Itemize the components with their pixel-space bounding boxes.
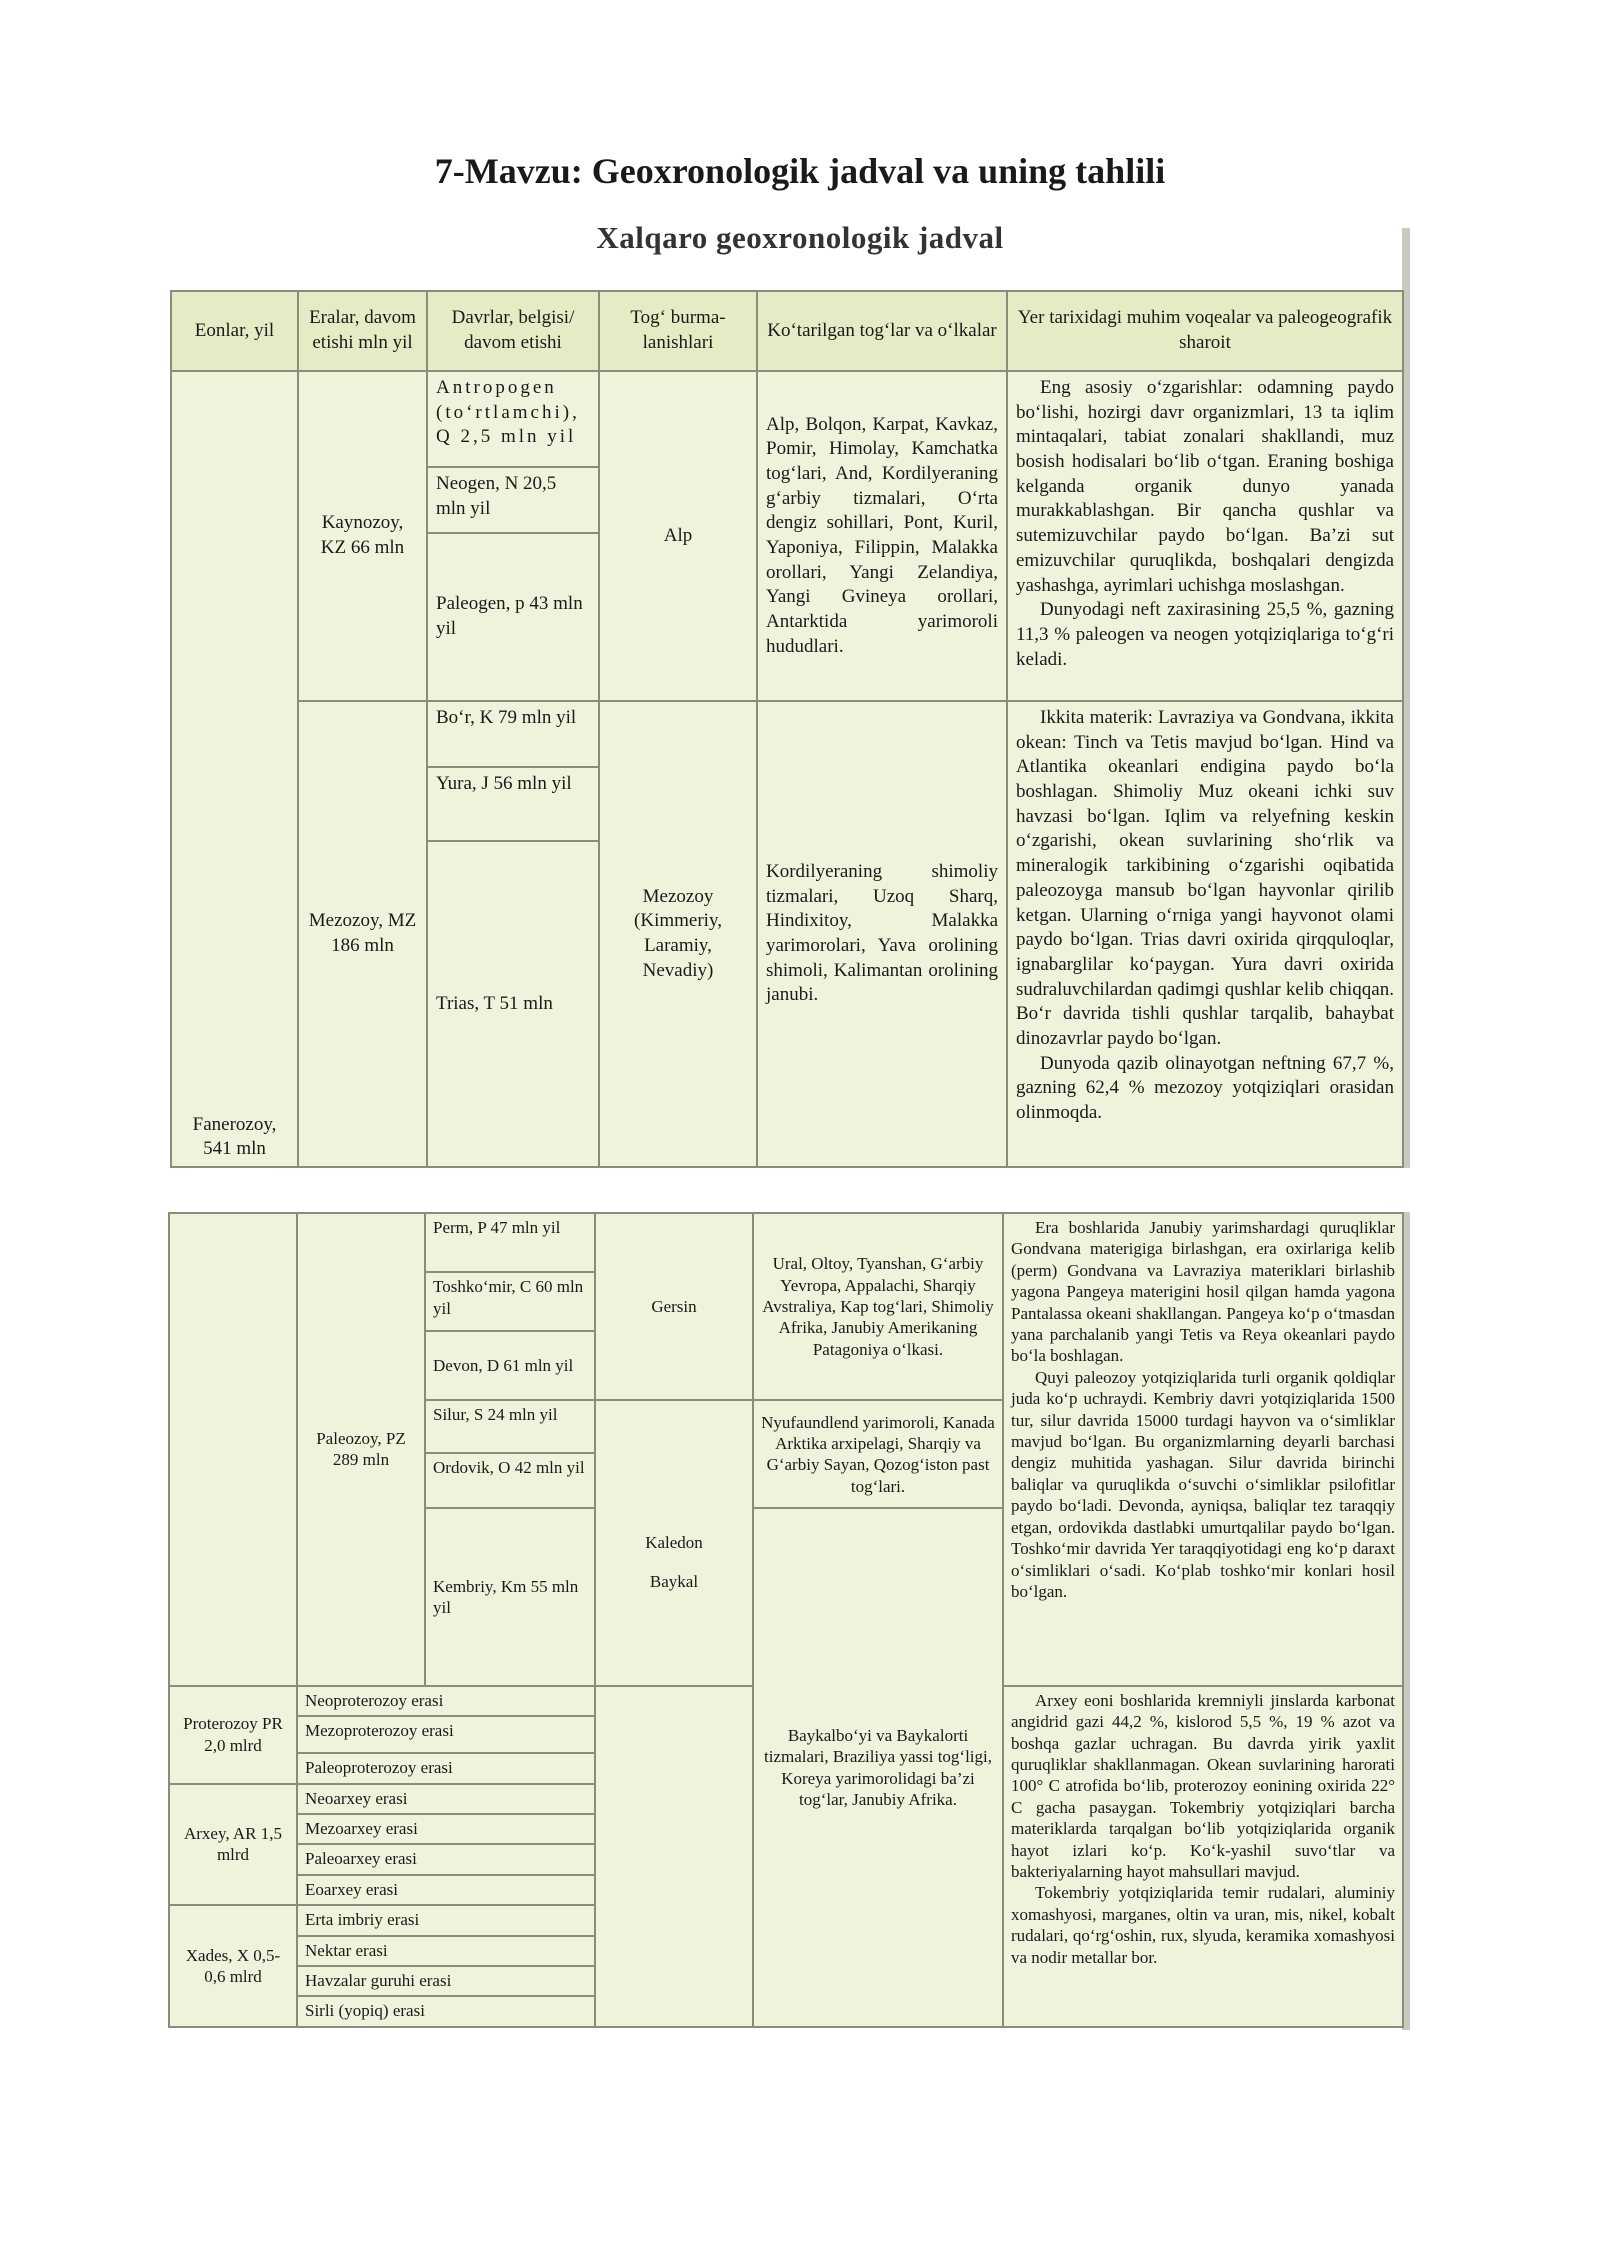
period-perm: Perm, P 47 mln yil <box>425 1213 595 1272</box>
events-mezozoy <box>1007 701 1403 1167</box>
era-neoproterozoy: Neoproterozoy erasi <box>297 1686 595 1717</box>
mountains-baykal: Baykalbo‘yi va Baykalorti tizmalari, Braziliya yassi tog‘ligi, Koreya yarimorolidagi ba’zi tog‘lar, Janubiy Afrika. <box>753 1508 1003 2027</box>
folding-baykal <box>595 1571 753 2027</box>
era-neoarxey: Neoarxey erasi <box>297 1784 595 1814</box>
header-period: Davrlar, belgisi/ davom etishi <box>427 291 599 371</box>
table-row <box>171 701 1403 767</box>
folding-alp: Alp <box>599 371 757 701</box>
period-ordovik: Ordovik, O 42 mln yil <box>425 1453 595 1508</box>
era-paleoarxey: Paleoarxey erasi <box>297 1844 595 1875</box>
period-yura: Yura, J 56 mln yil <box>427 767 599 841</box>
folding-gersin: Gersin <box>595 1213 753 1400</box>
period-neogen: Neogen, N 20,5 mln yil <box>427 467 599 533</box>
events-paleozoy <box>1003 1213 1403 1686</box>
period-trias: Trias, T 51 mln <box>427 841 599 1167</box>
header-folding: Tog‘ burma-lanishlari <box>599 291 757 371</box>
events-paragraph: Dunyodagi neft zaxirasining 25,5 %, gazning 11,3 % paleogen va neogen yotqiziqlariga to‘g‘ri keladi. <box>1016 599 1394 670</box>
period-toshkomir: Toshko‘mir, C 60 mln yil <box>425 1272 595 1331</box>
events-paragraph: Ikkita materik: Lavraziya va Gondvana, ikkita okean: Tinch va Tetis mavjud bo‘lgan. Hind va Atlantika okeanlari endigina paydo bo‘la boshlagan. Shimoliy Muz okeani ichki suv havzasi bo‘lgan. Iqlim va relyefning keskin o‘zgarishi, okean suvlarining sho‘rlik va mineralogik tarkibining o‘zgarishi oqibatida paleozoyga mansub bo‘lgan hayvonlar qirilib ketgan. Ularning o‘rniga yangi hayvonot olami paydo bo‘lgan. Trias davri oxirida qirqquloqlar, ignabarglilar ko‘paygan. Yura davri oxirida sudraluvchilardan qadimgi qushlar kelib chiqqan. Bo‘r davrida tishli qushlar tarqalib, bahaybat dinozavrlar paydo bo‘lgan. <box>1016 707 1394 1049</box>
eon-proterozoy: Proterozoy PR 2,0 mlrd <box>169 1686 297 1784</box>
era-mezoarxey: Mezoarxey erasi <box>297 1814 595 1845</box>
folding-baykal-label: Baykal <box>649 1571 699 1591</box>
folding-kaledon: Kaledon <box>595 1400 753 1685</box>
period-antropogen: Antropogen (to‘rtlamchi), Q 2,5 mln yil <box>427 371 599 467</box>
mountains-kaledon: Nyufaundlend yarimoroli, Kanada Arktika arxipelagi, Sharqiy va G‘arbiy Sayan, Qozog‘iston past tog‘lari. <box>753 1400 1003 1508</box>
events-paragraph: Arxey eoni boshlarida kremniyli jinslarda karbonat angidrid gazi 44,2 %, kislorod 5,5 %, 19 % azot va boshqa gazlar uchragan. Bu davrda yirik yaxlit quruqliklar shakllanmagan. Okean suvlarining harorati 100° C atrofida bo‘lib, proterozoy eonining oxirida 22° C gacha pasaygan. Tokembriy yotqiziqlari barcha materiklarda tarqalgan bo‘lib yotqiziqlarida organik hayot izlari ko‘p. Ko‘k-yashil suvo‘tlar va bakteriyalarning hayot mahsullari mavjud. <box>1011 1690 1395 1882</box>
table-row <box>169 1213 1403 1272</box>
mountains-gersin: Ural, Oltoy, Tyanshan, G‘arbiy Yevropa, Appalachi, Sharqiy Avstraliya, Kap tog‘lari, Shimoliy Afrika, Janubiy Amerikaning Patagoniya o‘lkasi. <box>753 1213 1003 1400</box>
era-mezozoy: Mezozoy, MZ 186 mln <box>298 701 427 1167</box>
events-precambrian <box>1003 1686 1403 2027</box>
table-row <box>171 371 1403 467</box>
eon-arxey: Arxey, AR 1,5 mlrd <box>169 1784 297 1906</box>
era-sirli: Sirli (yopiq) erasi <box>297 1996 595 2027</box>
mountains-mezozoy: Kordilyeraning shimoliy tizmalari, Uzoq Sharq, Hindixitoy, Malakka yarimorolari, Yava orolining shimoli, Kalimantan orolining janubi. <box>757 701 1007 1167</box>
mountains-kaynozoy: Alp, Bolqon, Karpat, Kavkaz, Pomir, Himolay, Kamchatka tog‘lari, And, Kordilyeraning g‘arbiy tizmalari, O‘rta dengiz sohillari, Pont, Kuril, Yaponiya, Filippin, Malakka orollari, Yangi Zelandiya, Yangi Gvineya orollari, Antarktida yarimoroli hududlari. <box>757 371 1007 701</box>
events-paragraph: Dunyoda qazib olinayotgan neftning 67,7 %, gazning 62,4 % mezozoy yotqiziqlari orasidan olinmoqda. <box>1016 1052 1394 1123</box>
period-silur: Silur, S 24 mln yil <box>425 1400 595 1453</box>
header-row <box>171 291 1403 371</box>
period-devon: Devon, D 61 mln yil <box>425 1331 595 1400</box>
events-paragraph: Quyi paleozoy yotqiziqlarida turli organik qoldiqlar juda ko‘p uchraydi. Kembriy davri yotqiziqlarida 1500 tur, silur davrida 15000 turdagi hayvon va o‘simliklar mavjud bo‘lgan. Bu organizmlarning deyarli barchasi dengiz muhitida yashagan. Silur davrida birinchi baliqlar va quruqlikda o‘suvchi o‘simliklar psilofitlar paydo bo‘ladi. Devonda, ayniqsa, baliqlar tez taraqqiy etgan, ordovikda dastlabki umurtqalilar paydo bo‘lgan. Toshko‘mir davrida Yer taraqqiyotidagi eng ko‘p daraxt o‘simliklari o‘sadi. Ko‘plab toshko‘mir konlari hosil bo‘lgan. <box>1011 1367 1395 1601</box>
eon-fanerozoy-continued <box>169 1213 297 1686</box>
header-mountains: Ko‘tarilgan tog‘lar va o‘lkalar <box>757 291 1007 371</box>
era-nektar: Nektar erasi <box>297 1936 595 1966</box>
page-title: 7-Mavzu: Geoxronologik jadval va uning tahlili <box>434 151 1166 191</box>
events-paragraph: Era boshlarida Janubiy yarimshardagi quruqliklar Gondvana materigiga birlashgan, era oxirlariga kelib (perm) Gondvana va Lavraziya materiklari birlashib yagona Pangeya materigini hosil qilgan hamda yagona Pantalassa okeani shakllangan. Pangeya ko‘p o‘tmasdan yana parchalanib yangi Tetis va Reya okeanlari paydo bo‘la boshlagan. <box>1011 1218 1395 1366</box>
events-paragraph: Eng asosiy o‘zgarishlar: odamning paydo bo‘lishi, hozirgi davr organizmlari, 13 ta iqlim mintaqalari, tabiat zonalari shakllandi, muz bosish hodisalari bo‘lib o‘tgan. Eraning boshiga kelganda organik dunyo yanada murakkablashgan. Bir qancha qushlar va sutemizuvchilar paydo bo‘lgan. Ba’zi sut emizuvchilar quruqlikda, boshqalari dengizda yashashga, ayrimlari uchishga moslashgan. <box>1016 377 1394 596</box>
table-title: Xalqaro geoxronologik jadval <box>596 220 1004 255</box>
era-kaynozoy: Kaynozoy, KZ 66 mln <box>298 371 427 701</box>
folding-mezozoy: Mezozoy (Kimmeriy, Laramiy, Nevadiy) <box>599 701 757 1167</box>
eon-fanerozoy: Fanerozoy, 541 mln <box>171 371 298 1167</box>
header-eon: Eonlar, yil <box>171 291 298 371</box>
era-erta-imbriy: Erta imbriy erasi <box>297 1905 595 1936</box>
era-paleozoy: Paleozoy, PZ 289 mln <box>297 1213 425 1686</box>
eon-xades: Xades, X 0,5-0,6 mlrd <box>169 1905 297 2027</box>
header-era: Eralar, davom etishi mln yil <box>298 291 427 371</box>
events-paragraph: Tokembriy yotqiziqlarida temir rudalari, aluminiy xomashyosi, marganes, oltin va uran, mis, nikel, kobalt rudalari, qo‘rg‘oshin, rux, slyuda, keramika xomashyosi va nodir metallar bor. <box>1011 1883 1395 1967</box>
period-kembriy: Kembriy, Km 55 mln yil <box>425 1508 595 1685</box>
era-paleoproterozoy: Paleoproterozoy erasi <box>297 1753 595 1784</box>
events-kaynozoy <box>1007 371 1403 701</box>
period-bor: Bo‘r, K 79 mln yil <box>427 701 599 767</box>
era-mezoproterozoy: Mezoproterozoy erasi <box>297 1716 595 1753</box>
era-havzalar-guruhi: Havzalar guruhi erasi <box>297 1966 595 1997</box>
period-paleogen: Paleogen, p 43 mln yil <box>427 533 599 701</box>
geochronology-table-upper <box>170 290 1404 1168</box>
header-events: Yer tarixidagi muhim voqealar va paleogeografik sharoit <box>1007 291 1403 371</box>
geochronology-table-lower <box>168 1212 1404 2028</box>
era-eoarxey: Eoarxey erasi <box>297 1875 595 1906</box>
